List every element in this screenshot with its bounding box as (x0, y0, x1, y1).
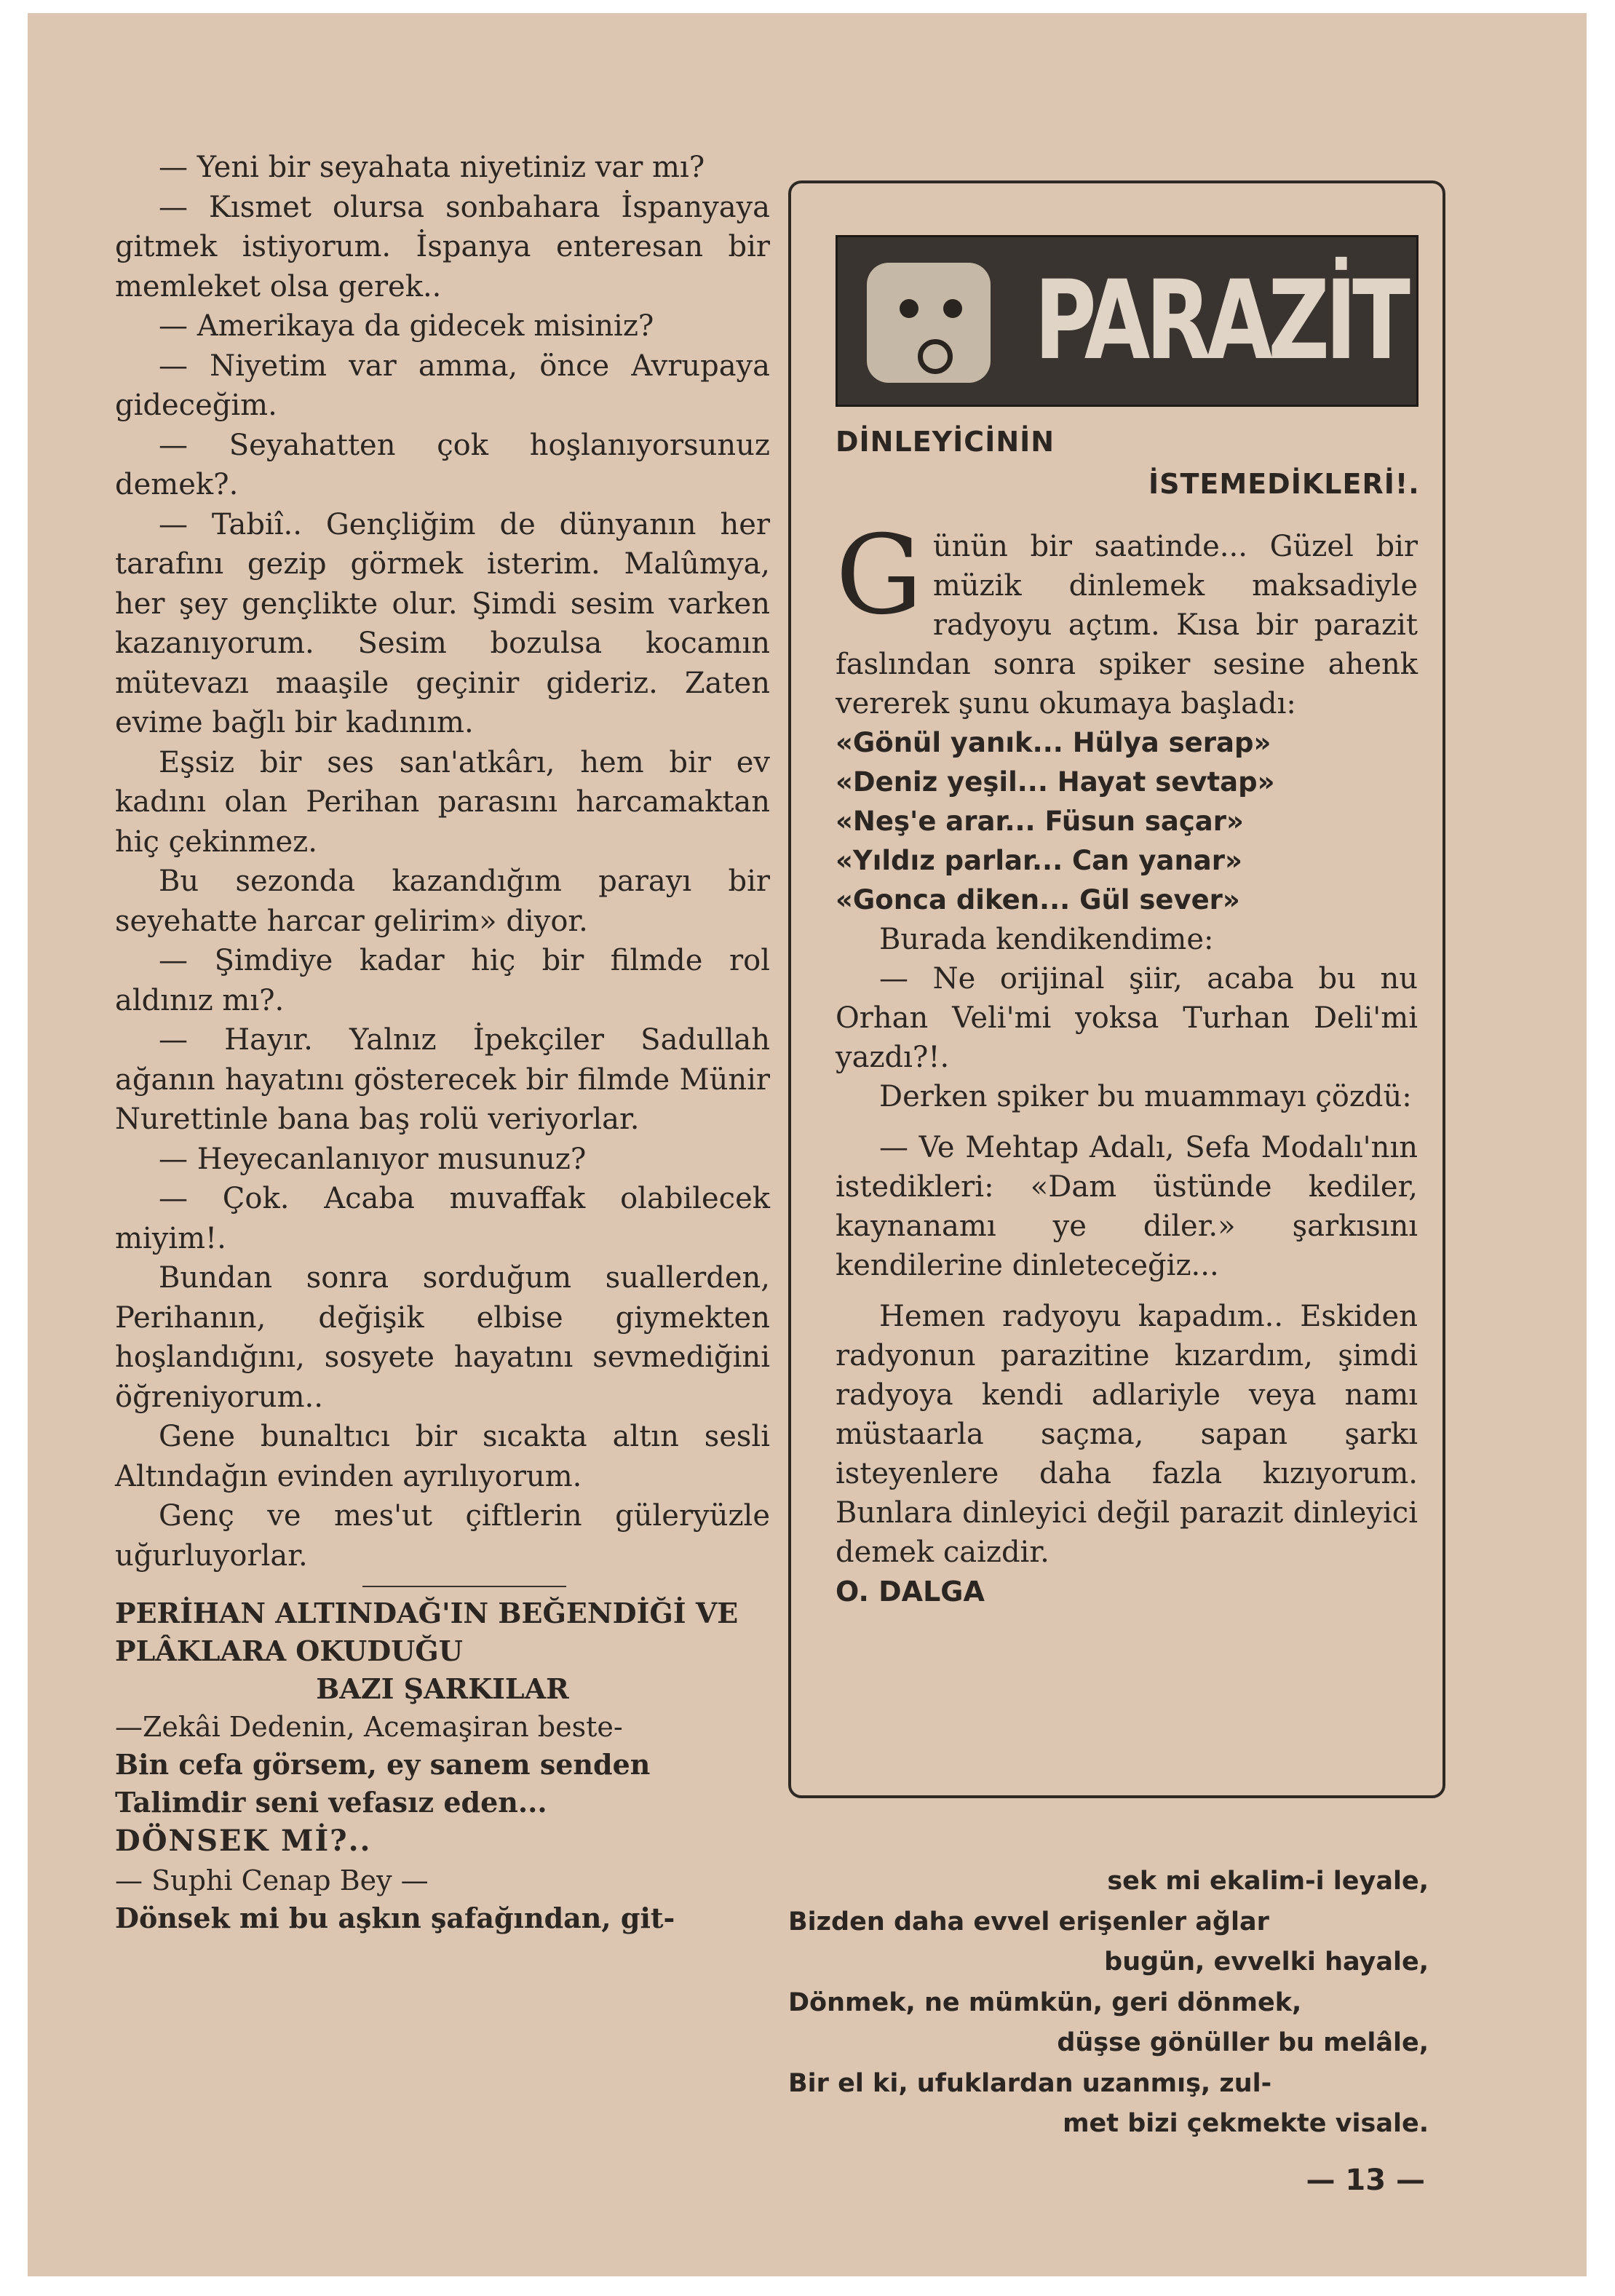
dropcap: G (836, 512, 923, 639)
heading-line-1: DİNLEYİCİNİN (836, 426, 1055, 458)
sidebar-heading (836, 421, 1418, 505)
song-line: Talimdir seni vefasız eden... (115, 1786, 547, 1819)
paragraph: — Ne orijinal şiir, acaba bu nu Orhan Veli'mi yoksa Turhan Deli'mi yazdı?!. (836, 962, 1418, 1074)
sidebar-text (836, 421, 1418, 1611)
paragraph: — Seyahatten çok hoşlanıyorsunuz demek?. (115, 428, 770, 501)
mouth-icon (918, 339, 953, 374)
paragraph: Gene bunaltıcı bir sıcakta altın sesli Altındağın evinden ayrılıyorum. (115, 1420, 770, 1493)
paragraph: Hemen radyoyu kapadım.. Eskiden radyonun parazitine kızardım, şimdi radyoya kendi adlariyle veya namı müstaarla saçma, sapan şarkı isteyenlere daha fazla kızıyorum. Bunlara dinleyici değil parazit dinleyici demek caizdir. (836, 1300, 1418, 1569)
paragraph: Genç ve mes'ut çiftlerin güleryüzle uğurluyorlar. (115, 1499, 770, 1573)
paragraph: — Niyetim var amma, önce Avrupaya gideceğim. (115, 349, 770, 422)
paragraph: — Yeni bir seyahata niyetiniz var mı? (159, 151, 705, 184)
song-line: —Zekâi Dedenin, Acemaşiran beste- (115, 1711, 623, 1743)
paragraph: — Şimdiye kadar hiç bir filmde rol aldınız mı?. (115, 944, 770, 1017)
paragraph: — Heyecanlanıyor musunuz? (159, 1142, 587, 1176)
poem-line: met bizi çekmekte visale. (1063, 2109, 1429, 2138)
quote-line: «Gonca diken... Gül sever» (836, 884, 1240, 915)
paragraph: — Ve Mehtap Adalı, Sefa Modalı'nın istedikleri: «Dam üstünde kediler, kaynanamı ye diler.» şarkısını kendilerine dinleteceğiz... (836, 1131, 1418, 1282)
signature: O. DALGA (836, 1576, 985, 1608)
song-author: — Suphi Cenap Bey — (115, 1864, 429, 1896)
poem-line: Dönmek, ne mümkün, geri dönmek, (788, 1987, 1302, 2017)
quote-line: «Yıldız parlar... Can yanar» (836, 845, 1242, 876)
parazit-logo (836, 235, 1418, 407)
song-line: Bin cefa görsem, ey sanem senden (115, 1748, 651, 1781)
poem-continuation (788, 1862, 1429, 2145)
heading-line-2: İSTEMEDİKLERİ!. (1148, 468, 1420, 500)
interview-column (115, 148, 770, 1937)
page (28, 13, 1587, 2276)
song-title: DÖNSEK Mİ?.. (115, 1824, 372, 1858)
poem-line: Bizden daha evvel erişenler ağlar (788, 1907, 1269, 1936)
poem-line: düşse gönüller bu melâle, (1057, 2028, 1429, 2057)
paragraph: — Hayır. Yalnız İpekçiler Sadullah ağanın hayatını gösterecek bir filmde Münir Nurettinle bana baş rolü veriyorlar. (115, 1023, 770, 1136)
poem-line: sek mi ekalim-i leyale, (1107, 1867, 1429, 1896)
song-line: Dönsek mi bu aşkın şafağından, git- (115, 1901, 675, 1934)
paragraph: — Tabiî.. Gençliğim de dünyanın her tarafını gezip görmek isterim. Malûmya, her şey gençlikte olur. Şimdi sesim varken kazanıyorum. Sesim bozulsa kocamın mütevazı maaşile geçinir gideriz. Zaten evime bağlı bir kadınım. (115, 507, 770, 739)
quote-line: «Gönül yanık... Hülya serap» (836, 727, 1271, 758)
paragraph: Derken spiker bu muammayı çözdü: (879, 1080, 1412, 1113)
paragraph: — Amerikaya da gidecek misiniz? (159, 309, 654, 343)
eye-icon (900, 299, 918, 318)
eye-icon (943, 299, 962, 318)
face-illustration (867, 263, 991, 383)
paragraph: Bu sezonda kazandığım parayı bir seyehatte harcar gelirim» diyor. (115, 865, 770, 938)
poem-line: Bir el ki, ufuklardan uzanmış, zul- (788, 2068, 1272, 2098)
songs-heading-subline: BAZI ŞARKILAR (316, 1672, 569, 1705)
paragraph: — Kısmet olursa sonbahara İspanyaya gitmek istiyorum. İspanya enteresan bir memleket olsa gerek.. (115, 190, 770, 303)
logo-text: PARAZİT (1034, 258, 1406, 384)
paragraph: Burada kendikendime: (879, 923, 1214, 956)
quote-line: «Neş'e arar... Füsun saçar» (836, 806, 1244, 837)
paragraph: — Çok. Acaba muvaffak olabilecek miyim!. (115, 1182, 770, 1255)
poem-line: bugün, evvelki hayale, (1104, 1947, 1429, 1977)
quote-line: «Deniz yeşil... Hayat sevtap» (836, 766, 1275, 798)
intro-text: ünün bir saatinde... Güzel bir müzik dinlemek maksadiyle radyoyu açtım. Kısa bir parazit faslından sonra spiker sesine ahenk vererek şunu okumaya başladı: (836, 530, 1418, 720)
paragraph: Bundan sonra sorduğum suallerden, Perihanın, değişik elbise giymekten hoşlandığını, sosyete hayatını sevmediğini öğreniyorum.. (115, 1261, 770, 1414)
sidebar-intro (836, 512, 1418, 723)
page-number: — 13 — (1306, 2164, 1425, 2197)
songs-heading (115, 1594, 770, 1708)
divider (362, 1586, 566, 1587)
paragraph: Eşsiz bir ses san'atkârı, hem bir ev kadını olan Perihan parasını harcamaktan hiç çekinmez. (115, 745, 770, 859)
songs-heading-line: PERİHAN ALTINDAĞ'IN BEĞENDİĞİ VE PLÂKLARA OKUDUĞU (115, 1597, 739, 1667)
